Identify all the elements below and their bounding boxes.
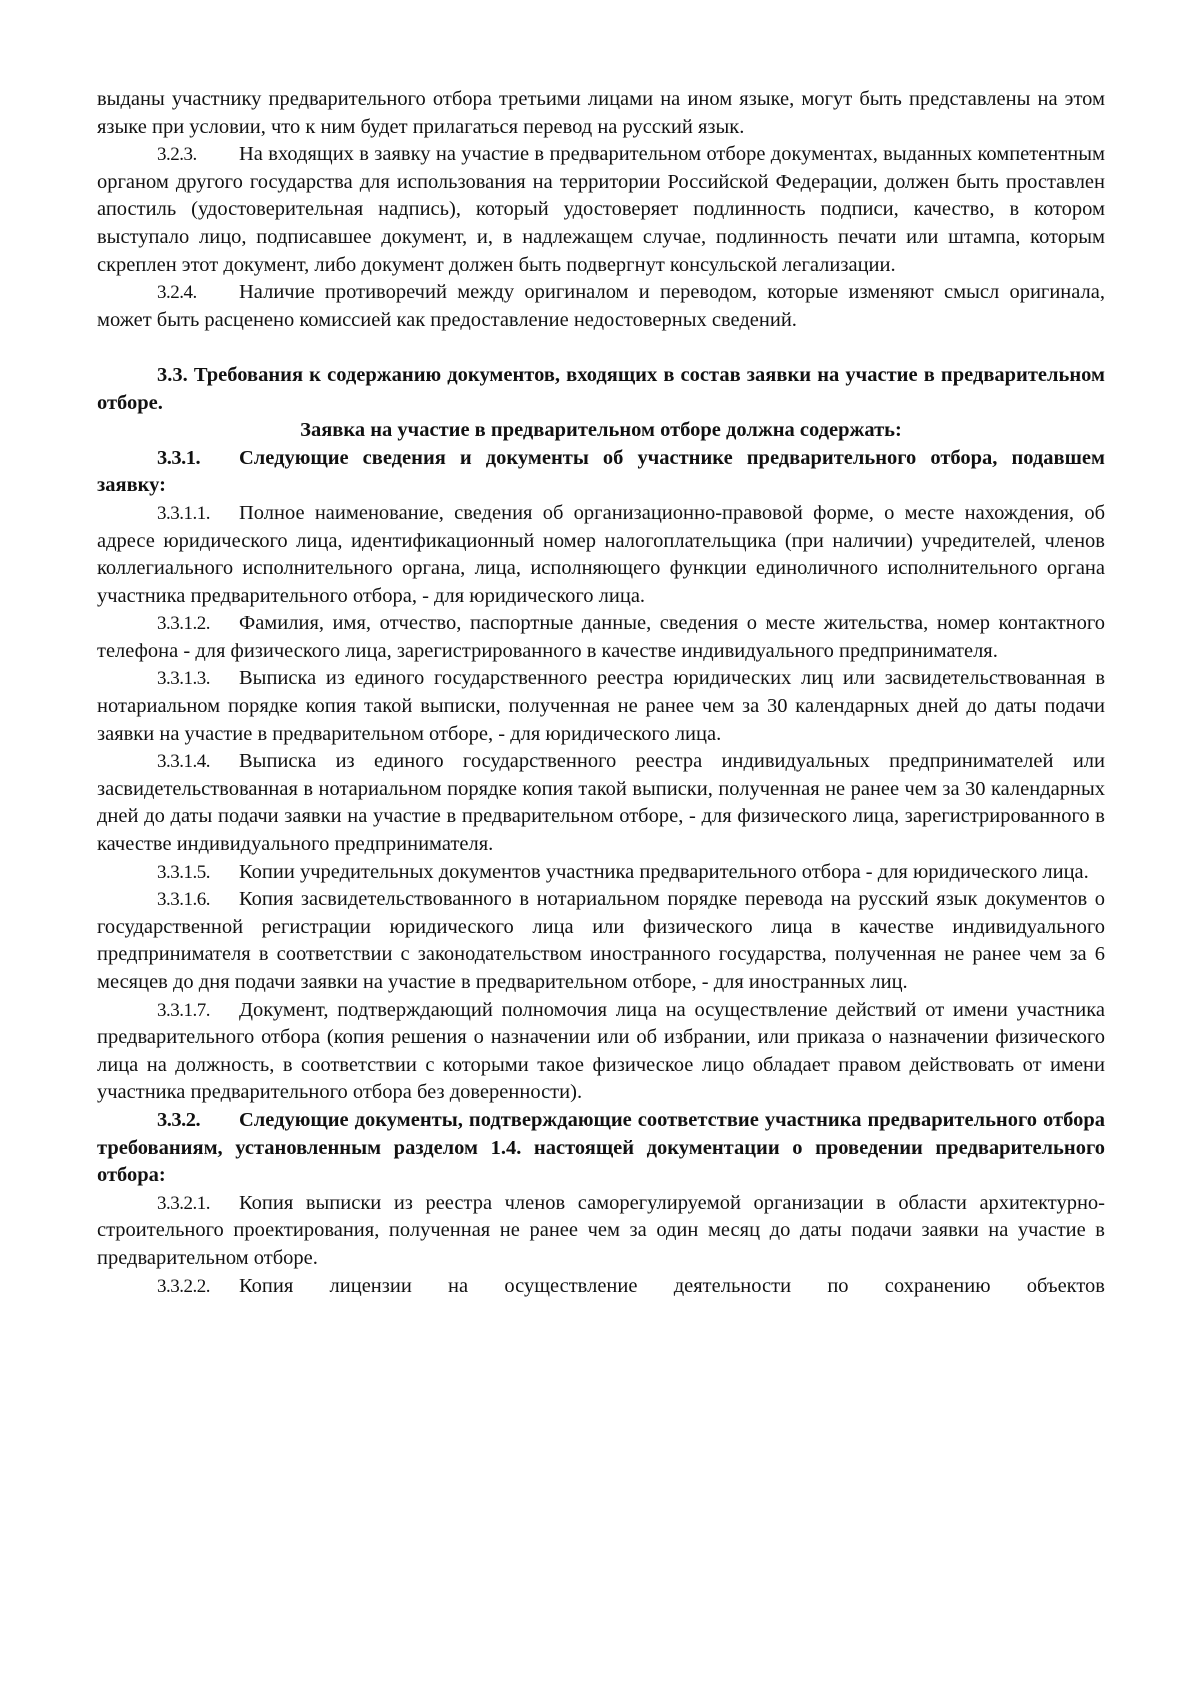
paragraph-3-2-4 xyxy=(97,279,1105,334)
clause-number: 3.3.1.5. xyxy=(157,861,210,883)
paragraph-3-3-2-1 xyxy=(97,1190,1105,1273)
clause-number: 3.3.2.2. xyxy=(157,1275,210,1297)
paragraph-continuation xyxy=(97,86,1105,141)
paragraph-3-3-2-2 xyxy=(97,1273,1105,1301)
clause-number: 3.2.3. xyxy=(157,144,197,166)
paragraph-3-3-1-7 xyxy=(97,997,1105,1107)
clause-number: 3.3.2. xyxy=(157,1108,201,1131)
clause-number: 3.3.1.7. xyxy=(157,999,210,1021)
paragraph-text: На входящих в заявку на участие в предварительном отборе документах, выданных компетентным органом другого государства для использования на территории Российской Федерации, должен быть проставлен апостиль (удостоверительная надпись), который удостоверяет подлинность подписи, качество, в котором выступало лицо, подписавшее документ, и, в надлежащем случае, подлинность печати или штампа, которым скреплен этот документ, либо документ должен быть подвергнут консульской легализации. xyxy=(97,143,1105,276)
paragraph-text: Копия засвидетельствованного в нотариальном порядке перевода на русский язык документов о государственной регистрации юридического лица или физического лица в качестве индивидуального предпринимателя в соответствии с законодательством иностранного государства, полученная не ранее чем за 6 месяцев до дня подачи заявки на участие в предварительном отборе, - для иностранных лиц. xyxy=(97,888,1105,993)
clause-number: 3.3.1. xyxy=(157,446,201,469)
centered-heading-text: Заявка на участие в предварительном отборе должна содержать: xyxy=(300,419,902,442)
document-page xyxy=(97,86,1105,1300)
paragraph-text: Выписка из единого государственного реестра индивидуальных предпринимателей или засвидетельствованная в нотариальном порядке копия такой выписки, полученная не ранее чем за 30 календарных дней до даты подачи заявки на участие в предварительном отборе, - для физического лица, зарегистрированного в качестве индивидуального предпринимателя. xyxy=(97,750,1105,856)
paragraph-3-3-1-3 xyxy=(97,665,1105,748)
clause-number: 3.3.1.2. xyxy=(157,613,210,635)
section-heading-3-3 xyxy=(97,362,1105,417)
subsection-heading-3-3-1 xyxy=(97,445,1105,500)
paragraph-3-3-1-5 xyxy=(97,859,1105,887)
paragraph-text: Фамилия, имя, отчество, паспортные данные, сведения о месте жительства, номер контактного телефона - для физического лица, зарегистрированного в качестве индивидуального предпринимателя. xyxy=(97,612,1105,662)
paragraph-3-3-1-2 xyxy=(97,610,1105,665)
subsection-heading-3-3-2 xyxy=(97,1107,1105,1190)
clause-number: 3.2.4. xyxy=(157,282,197,304)
paragraph-text: Выписка из единого государственного реестра юридических лиц или засвидетельствованная в нотариальном порядке копия такой выписки, полученная не ранее чем за 30 календарных дней до даты подачи заявки на участие в предварительном отборе, - для юридического лица. xyxy=(97,667,1105,745)
paragraph-3-2-3 xyxy=(97,141,1105,279)
clause-number: 3.3.1.6. xyxy=(157,889,210,911)
section-spacer xyxy=(97,334,1105,362)
paragraph-3-3-1-4 xyxy=(97,748,1105,858)
clause-number: 3.3.2.1. xyxy=(157,1192,210,1214)
subsection-heading-text: Следующие документы, подтверждающие соответствие участника предварительного отбора требованиям, установленным разделом 1.4. настоящей документации о проведении предварительного отбора: xyxy=(97,1108,1105,1187)
paragraph-3-3-1-1 xyxy=(97,500,1105,610)
paragraph-text: Копии учредительных документов участника предварительного отбора - для юридического лица. xyxy=(239,860,1089,883)
paragraph-text: Документ, подтверждающий полномочия лица на осуществление действий от имени участника предварительного отбора (копия решения о назначении или об избрании, или приказа о назначении физического лица на должность, в соответствии с которыми такое физическое лицо обладает правом действовать от имени участника предварительного отбора без доверенности). xyxy=(97,998,1105,1104)
paragraph-text: Наличие противоречий между оригиналом и переводом, которые изменяют смысл оригинала, может быть расценено комиссией как предоставление недостоверных сведений. xyxy=(97,281,1105,331)
subsection-heading-text: Следующие сведения и документы об участнике предварительного отбора, подавшем заявку: xyxy=(97,446,1105,497)
clause-number: 3.3.1.3. xyxy=(157,668,210,690)
paragraph-text: Копия выписки из реестра членов саморегулируемой организации в области архитектурно-строительного проектирования, полученная не ранее чем за один месяц до даты подачи заявки на участие в предварительном отборе. xyxy=(97,1191,1105,1269)
clause-number: 3.3.1.4. xyxy=(157,751,210,773)
centered-heading xyxy=(97,417,1105,445)
paragraph-3-3-1-6 xyxy=(97,886,1105,996)
paragraph-text: Полное наименование, сведения об организационно-правовой форме, о месте нахождения, об адресе юридического лица, идентификационный номер налогоплательщика (при наличии) учредителей, членов коллегиального исполнительного органа, лица, исполняющего функции единоличного исполнительного органа участника предварительного отбора, - для юридического лица. xyxy=(97,501,1105,607)
paragraph-text: выданы участнику предварительного отбора третьими лицами на ином языке, могут быть представлены на этом языке при условии, что к ним будет прилагаться перевод на русский язык. xyxy=(97,88,1105,138)
paragraph-text: Копия лицензии на осуществление деятельности по сохранению объектов xyxy=(239,1274,1105,1297)
section-heading-text: 3.3. Требования к содержанию документов, входящих в состав заявки на участие в предварительном отборе. xyxy=(97,363,1105,414)
clause-number: 3.3.1.1. xyxy=(157,502,210,524)
